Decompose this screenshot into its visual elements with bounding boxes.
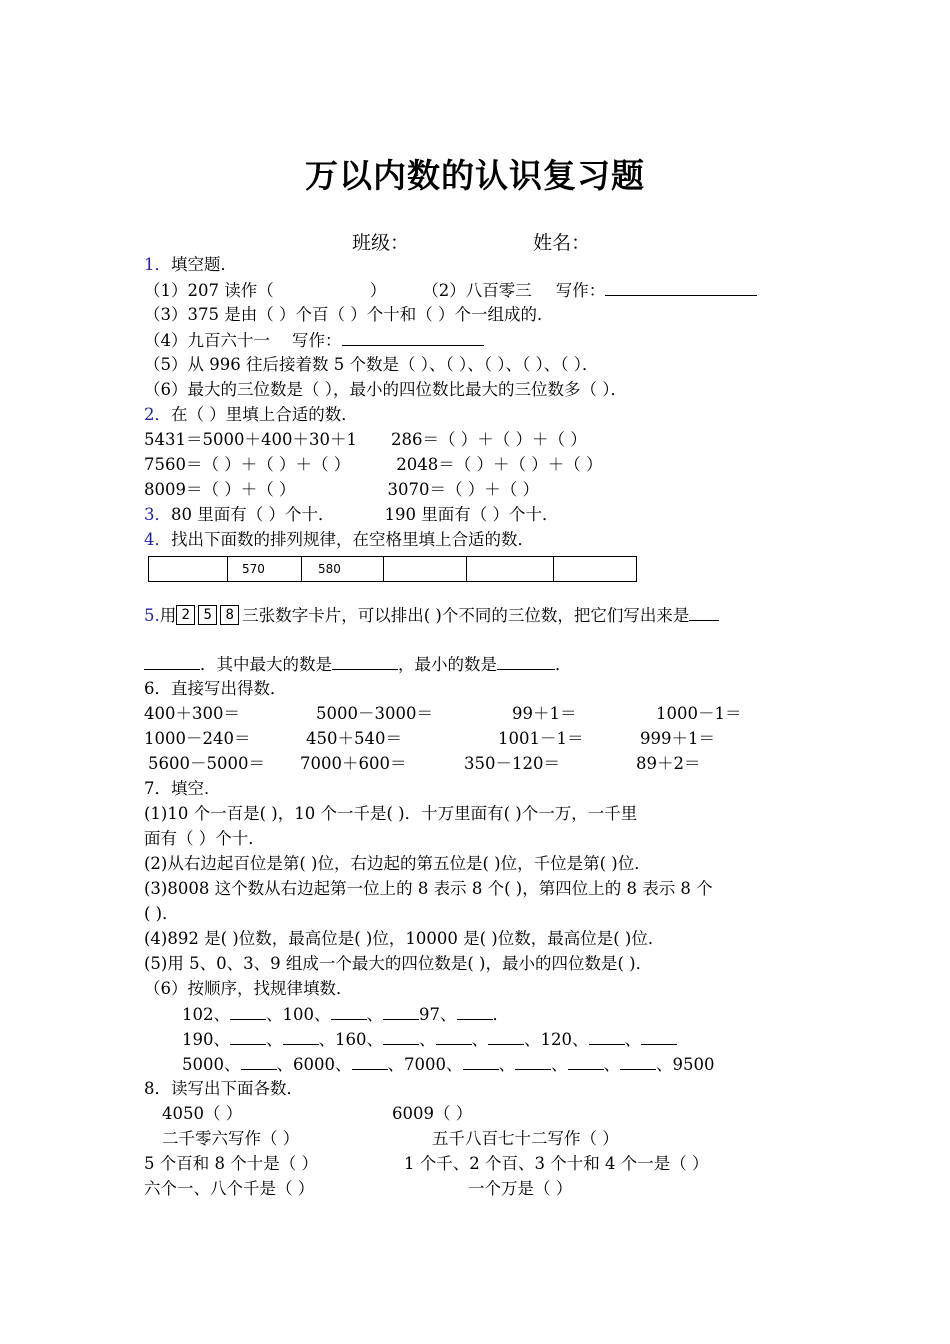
q7-line-1: (1)10 个一百是( )，10 个一千是( )．十万里面有( )个一万，一千里 — [144, 804, 638, 823]
sequence-cell[interactable] — [467, 557, 554, 582]
q7-line-5: (5)用 5、0、3、9 组成一个最大的四位数是( )，最小的四位数是( )． — [144, 954, 653, 973]
answer-blank[interactable] — [515, 1053, 551, 1070]
q5-line-1 — [144, 604, 719, 627]
calc-item: 89＋2＝ — [636, 754, 701, 773]
pattern-text: 、6000、 — [276, 1055, 352, 1074]
answer-blank[interactable] — [144, 653, 200, 670]
sequence-cell[interactable] — [554, 557, 637, 582]
q5-end: ． — [555, 655, 572, 674]
pattern-text: 5000、 — [182, 1055, 241, 1074]
calc-item: 350－120＝ — [464, 754, 560, 773]
q1-line-1 — [144, 279, 757, 302]
q7-line-4: (4)892 是( )位数，最高位是( )位，10000 是( )位数，最高位是( )位． — [144, 929, 665, 948]
answer-blank[interactable] — [463, 1053, 499, 1070]
answer-blank[interactable] — [332, 653, 398, 670]
q8-item: 5 个百和 8 个十是（ ） — [144, 1154, 318, 1173]
q2-eq: 5431＝5000＋400＋30＋1 — [144, 430, 357, 449]
pattern-row-1 — [182, 1003, 509, 1026]
q3-part-a: 80 里面有（ ）个十． — [171, 505, 335, 524]
page-title: 万以内数的认识复习题 — [305, 156, 645, 195]
pattern-text: 97、 — [419, 1005, 457, 1024]
q1-item-4: （4）九百六十一 — [144, 331, 270, 350]
q8-item: 6009（ ） — [392, 1104, 473, 1123]
q7-heading: 7．填空． — [144, 779, 221, 798]
pattern-text: 、9500 — [656, 1055, 715, 1074]
pattern-row-3 — [182, 1053, 715, 1076]
q6-heading: 6．直接写出得数． — [144, 679, 287, 698]
question-number: 5. — [144, 606, 160, 625]
q2-row-3 — [144, 479, 539, 501]
calc-item: 1000－240＝ — [144, 729, 251, 748]
answer-blank[interactable] — [383, 1028, 419, 1045]
q8-row-3 — [144, 1153, 708, 1175]
digit-card: 5 — [198, 605, 217, 625]
q1-heading — [144, 254, 237, 276]
calc-item: 1000－1＝ — [656, 704, 742, 723]
q6-row — [144, 728, 715, 750]
pattern-text: 、 — [366, 1005, 383, 1024]
q5-line-2 — [144, 653, 572, 676]
answer-blank[interactable] — [457, 1003, 493, 1020]
q7-line-6: （6）按顺序，找规律填数． — [144, 979, 353, 998]
q7-line-3b: ( )． — [144, 904, 179, 923]
class-label: 班级： — [352, 232, 410, 254]
answer-blank[interactable] — [342, 329, 484, 346]
q4-heading — [144, 529, 534, 551]
answer-blank[interactable] — [689, 604, 719, 621]
answer-blank[interactable] — [605, 279, 757, 296]
q5-text: 三张数字卡片，可以排出( )个不同的三位数，把它们写出来是 — [242, 606, 690, 625]
calc-item: 5600－5000＝ — [148, 754, 265, 773]
sequence-table — [148, 556, 637, 582]
q8-row-4 — [144, 1178, 572, 1200]
pattern-text: 、 — [551, 1055, 568, 1074]
digit-card: 2 — [176, 605, 195, 625]
pattern-text: 、 — [603, 1055, 620, 1074]
q2-heading — [144, 404, 358, 426]
calc-item: 1001－1＝ — [498, 729, 584, 748]
answer-blank[interactable] — [331, 1003, 367, 1020]
q2-row-1 — [144, 429, 587, 451]
q1-line-6: （6）最大的三位数是（ ），最小的四位数比最大的三位数多（ ）． — [144, 380, 627, 399]
q8-row-1 — [162, 1103, 472, 1125]
pattern-text: 、 — [419, 1030, 436, 1049]
q7-line-1b: 面有（ ）个十． — [144, 829, 265, 848]
q1-line-5: （5）从 996 往后接着数 5 个数是（ ）、（ ）、（ ）、（ ）、（ ）． — [144, 355, 599, 374]
answer-blank[interactable] — [568, 1053, 604, 1070]
q1-item-4-write: 写作： — [292, 331, 342, 350]
answer-blank[interactable] — [589, 1028, 625, 1045]
q2-eq: 2048＝（ ）＋（ ）＋（ ） — [396, 455, 603, 474]
q5-use: 用 — [159, 606, 177, 625]
pattern-text: 、 — [624, 1030, 641, 1049]
q5-max-label: ．其中最大的数是 — [200, 655, 332, 674]
q6-row — [144, 703, 742, 725]
q1-heading-text: 填空题． — [171, 255, 237, 274]
pattern-text: ． — [492, 1005, 509, 1024]
q4-text: 找出下面数的排列规律，在空格里填上合适的数． — [171, 530, 534, 549]
answer-blank[interactable] — [436, 1028, 472, 1045]
q1-item-2: （2）八百零三 — [422, 281, 532, 300]
q7-line-2: (2)从右边起百位是第( )位，右边起的第五位是( )位，千位是第( )位． — [144, 854, 651, 873]
calc-item: 450＋540＝ — [306, 729, 402, 748]
pattern-text: 、 — [471, 1030, 488, 1049]
pattern-text: 、7000、 — [387, 1055, 463, 1074]
pattern-text: 190、 — [182, 1030, 230, 1049]
sequence-cell[interactable] — [384, 557, 467, 582]
answer-blank[interactable] — [383, 1003, 419, 1020]
pattern-text: 、 — [498, 1055, 515, 1074]
q8-item: 1 个千、2 个百、3 个十和 4 个一是（ ） — [404, 1154, 709, 1173]
q1-item-2-write: 写作： — [555, 281, 606, 300]
question-number: 3． — [144, 505, 171, 524]
q1-line-4 — [144, 329, 484, 352]
answer-blank[interactable] — [283, 1028, 319, 1045]
q2-heading-text: 在（ ）里填上合适的数． — [171, 405, 358, 424]
calc-item: 5000－3000＝ — [316, 704, 433, 723]
q2-eq: 286＝（ ）＋（ ）＋（ ） — [390, 430, 587, 449]
question-number: 2． — [144, 405, 171, 424]
pattern-text: 102、 — [182, 1005, 230, 1024]
q7-line-3: (3)8008 这个数从右边起第一位上的 8 表示 8 个( )，第四位上的 8 表示 8 个 — [144, 879, 713, 898]
answer-blank[interactable] — [620, 1053, 656, 1070]
q2-eq: 3070＝（ ）＋（ ） — [387, 480, 539, 499]
calc-item: 99＋1＝ — [512, 704, 577, 723]
q2-row-2 — [144, 454, 602, 476]
q8-item: 六个一、八个千是（ ） — [144, 1179, 315, 1198]
sequence-cell: 580 — [302, 557, 384, 582]
question-number: 4． — [144, 530, 171, 549]
calc-item: 400＋300＝ — [144, 704, 240, 723]
q8-item: 4050（ ） — [162, 1104, 243, 1123]
q8-item: 二千零六写作（ ） — [162, 1129, 300, 1148]
name-label: 姓名： — [533, 232, 591, 254]
q3-part-b: 190 里面有（ ）个十． — [384, 505, 559, 524]
q2-eq: 8009＝（ ）＋（ ） — [144, 480, 296, 499]
student-info-line — [352, 228, 590, 255]
q1-line-3: （3）375 是由（ ）个百（ ）个十和（ ）个一组成的． — [144, 305, 554, 324]
calc-item: 7000＋600＝ — [300, 754, 407, 773]
q8-item: 五千八百七十二写作（ ） — [432, 1129, 619, 1148]
q8-row-2 — [162, 1128, 619, 1150]
pattern-text: 、 — [266, 1030, 283, 1049]
answer-blank[interactable] — [230, 1028, 266, 1045]
answer-blank[interactable] — [230, 1003, 266, 1020]
digit-card: 8 — [220, 605, 239, 625]
q1-item-1: （1）207 读作（ — [144, 281, 274, 300]
sequence-cell[interactable] — [149, 557, 228, 582]
q8-item: 一个万是（ ） — [468, 1179, 573, 1198]
q6-row — [148, 753, 701, 775]
q3-line — [144, 504, 558, 526]
answer-blank[interactable] — [488, 1028, 524, 1045]
answer-blank[interactable] — [241, 1053, 277, 1070]
q1-item-1-close: ） — [369, 281, 387, 300]
answer-blank[interactable] — [497, 653, 555, 670]
pattern-text: 、120、 — [524, 1030, 589, 1049]
answer-blank[interactable] — [641, 1028, 677, 1045]
pattern-text: 、100、 — [266, 1005, 331, 1024]
q2-eq: 7560＝（ ）＋（ ）＋（ ） — [144, 455, 351, 474]
question-number: 1． — [144, 255, 171, 274]
pattern-row-2 — [182, 1028, 677, 1051]
pattern-text: 、160、 — [318, 1030, 383, 1049]
answer-blank[interactable] — [352, 1053, 388, 1070]
sequence-cell: 570 — [228, 557, 302, 582]
q8-heading: 8．读写出下面各数． — [144, 1079, 303, 1098]
q5-min-label: ，最小的数是 — [398, 655, 497, 674]
calc-item: 999＋1＝ — [640, 729, 715, 748]
